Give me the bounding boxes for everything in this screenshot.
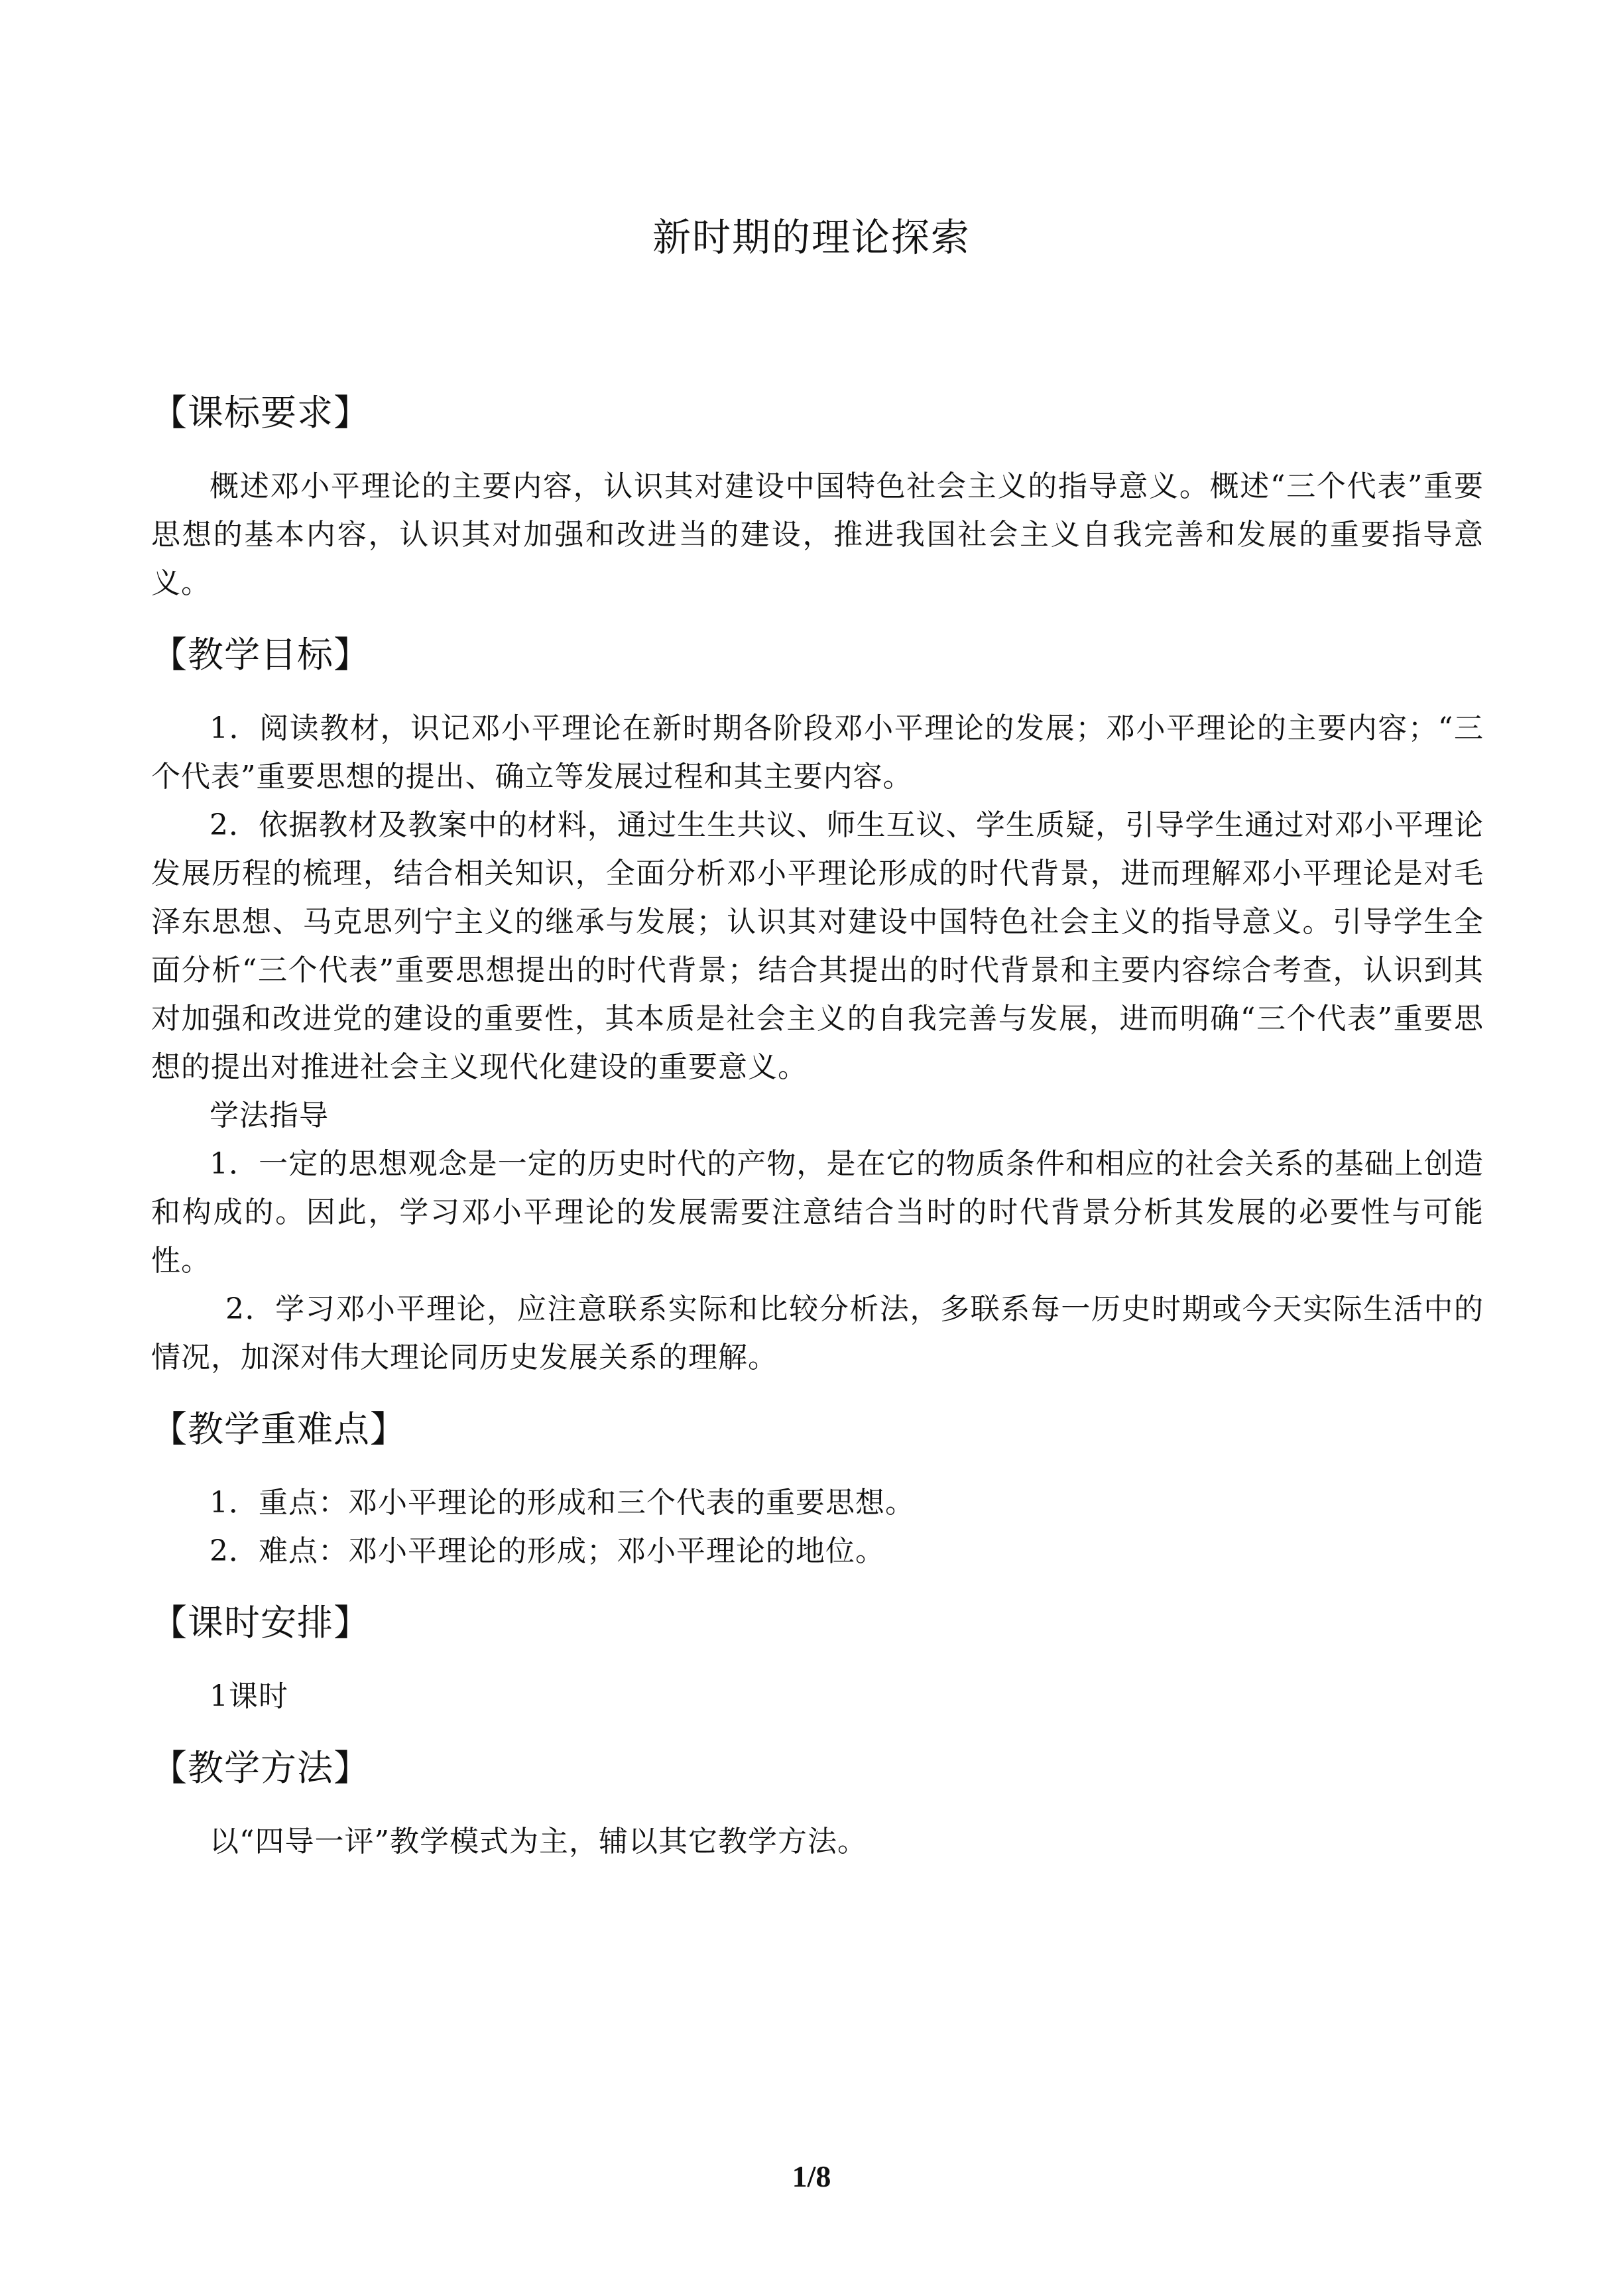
document-title: 新时期的理论探索 bbox=[652, 215, 971, 260]
section-curriculum-requirements bbox=[151, 388, 1484, 607]
paragraph: 学法指导 bbox=[210, 1099, 329, 1132]
page-number: 1/8 bbox=[792, 2159, 831, 2193]
section-heading: 【教学重难点】 bbox=[151, 1408, 406, 1450]
section-heading: 【教学方法】 bbox=[151, 1747, 370, 1789]
paragraph: 1．重点：邓小平理论的形成和三个代表的重要思想。 bbox=[210, 1486, 915, 1520]
paragraph: 1．阅读教材，识记邓小平理论在新时期各阶段邓小平理论的发展；邓小平理论的主要内容；“三个代表”重要思想的提出、确立等发展过程和其主要内容。 bbox=[151, 711, 1484, 794]
section-teaching-methods bbox=[151, 1743, 1484, 1866]
paragraph: 1．一定的思想观念是一定的历史时代的产物，是在它的物质条件和相应的社会关系的基础上创造和构成的。因此，学习邓小平理论的发展需要注意结合当时的时代背景分析其发展的必要性与可能性。 bbox=[151, 1147, 1484, 1278]
section-class-hours bbox=[151, 1598, 1484, 1721]
document-body bbox=[151, 388, 1484, 1888]
section-heading: 【课时安排】 bbox=[151, 1602, 370, 1644]
section-heading: 【教学目标】 bbox=[151, 634, 370, 676]
paragraph: 以“四导一评”教学模式为主，辅以其它教学方法。 bbox=[210, 1825, 867, 1858]
paragraph: 概述邓小平理论的主要内容，认识其对建设中国特色社会主义的指导意义。概述“三个代表”重要思想的基本内容，认识其对加强和改进当的建设，推进我国社会主义自我完善和发展的重要指导意义。 bbox=[151, 469, 1484, 600]
section-heading: 【课标要求】 bbox=[151, 392, 370, 434]
paragraph: 1课时 bbox=[210, 1679, 288, 1713]
paragraph: 2．难点：邓小平理论的形成；邓小平理论的地位。 bbox=[210, 1534, 885, 1568]
section-key-difficult-points bbox=[151, 1404, 1484, 1575]
paragraph: 2．学习邓小平理论，应注意联系实际和比较分析法，多联系每一历史时期或今天实际生活中的情况，加深对伟大理论同历史发展关系的理解。 bbox=[151, 1292, 1484, 1374]
paragraph: 2．依据教材及教案中的材料，通过生生共议、师生互议、学生质疑，引导学生通过对邓小平理论发展历程的梳理，结合相关知识，全面分析邓小平理论形成的时代背景，进而理解邓小平理论是对毛泽东思想、马克思列宁主义的继承与发展；认识其对建设中国特色社会主义的指导意义。引导学生全面分析“三个代表”重要思想提出的时代背景；结合其提出的时代背景和主要内容综合考查，认识到其对加强和改进党的建设的重要性，其本质是社会主义的自我完善与发展，进而明确“三个代表”重要思想的提出对推进社会主义现代化建设的重要意义。 bbox=[151, 808, 1484, 1084]
section-teaching-objectives bbox=[151, 630, 1484, 1382]
